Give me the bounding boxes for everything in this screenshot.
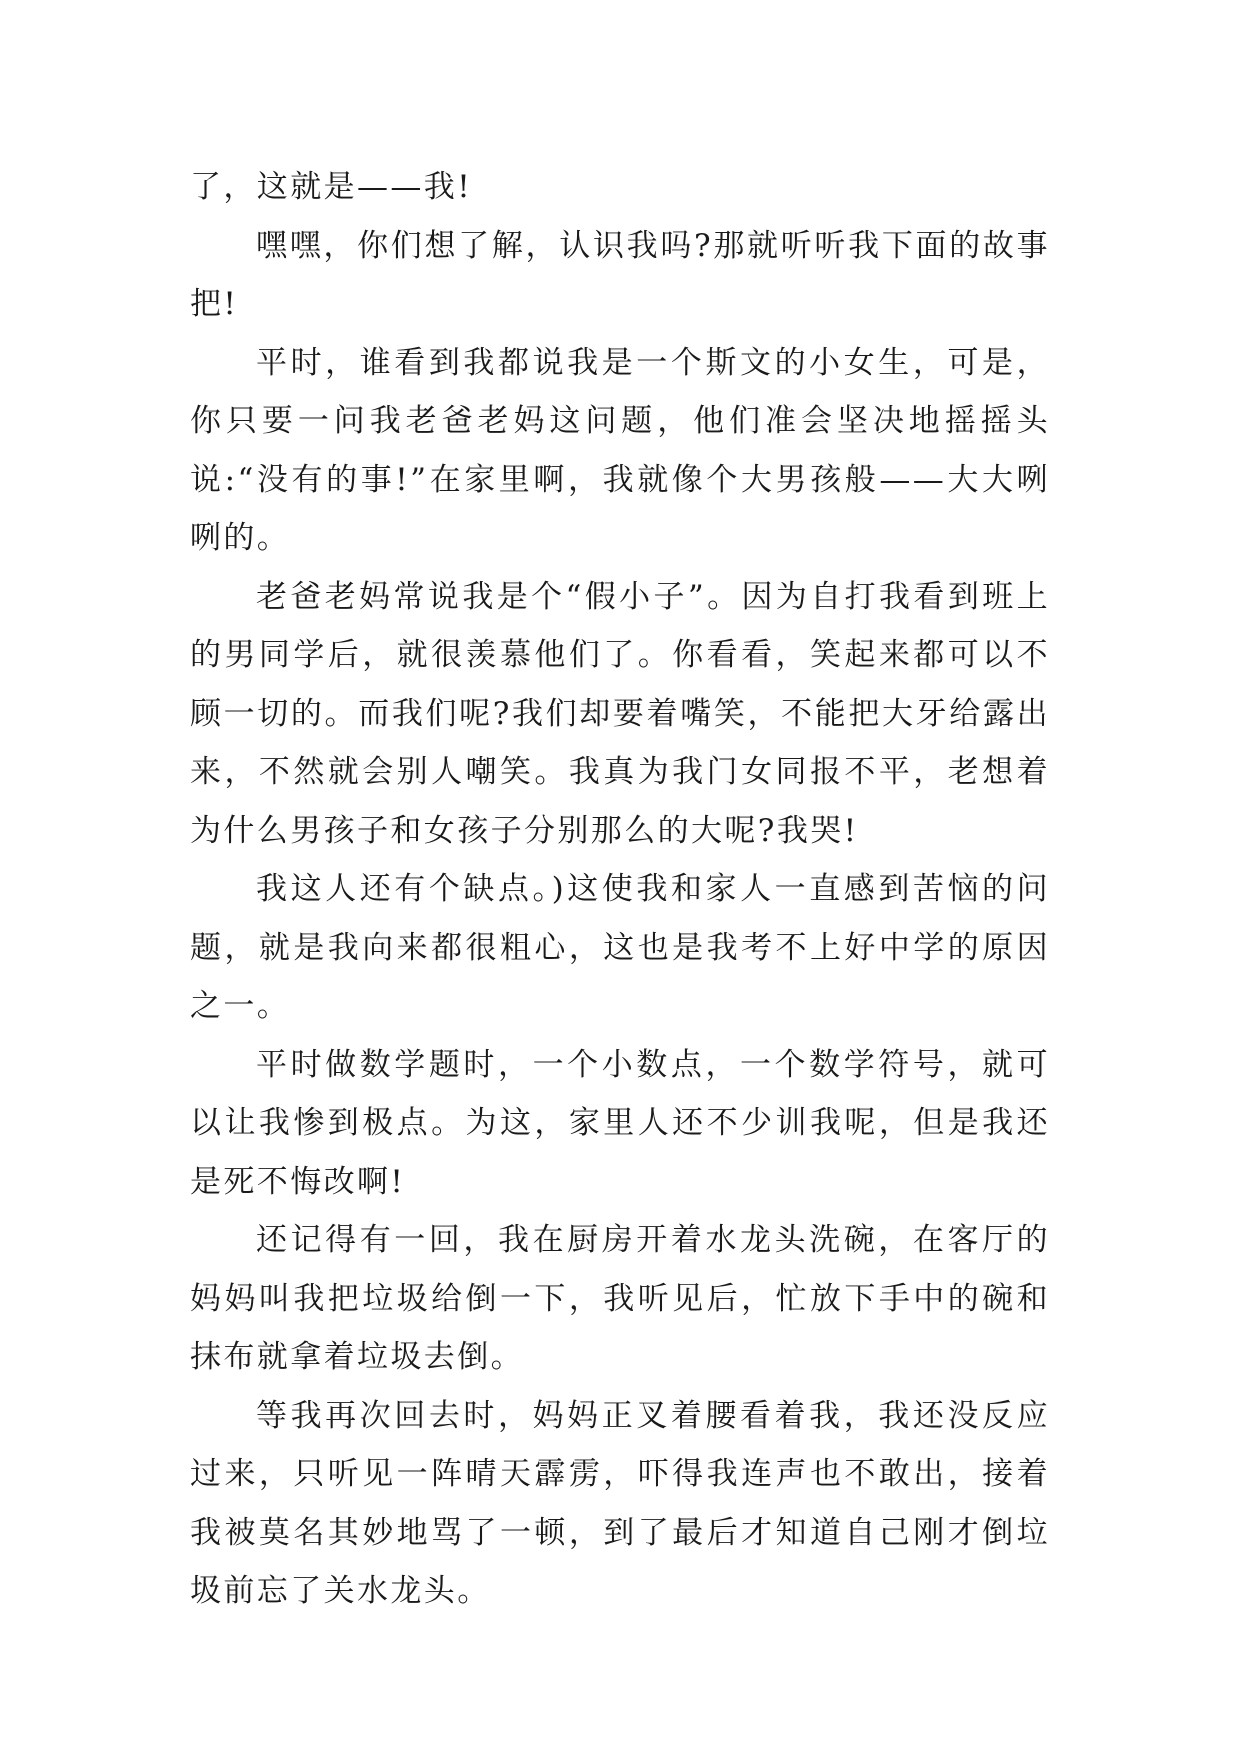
paragraph-3: 平时，谁看到我都说我是一个斯文的小女生，可是，你只要一问我老爸老妈这问题，他们准会坚决地摇摇头说:“没有的事!”在家里啊，我就像个大男孩般——大大咧咧的。 bbox=[190, 344, 1050, 556]
paragraph-6: 平时做数学题时，一个小数点，一个数学符号，就可以让我惨到极点。为这，家里人还不少训我呢，但是我还是死不悔改啊! bbox=[190, 1046, 1050, 1200]
paragraph-1: 了，这就是——我! bbox=[190, 169, 473, 205]
paragraph-5: 我这人还有个缺点。)这使我和家人一直感到苦恼的问题，就是我向来都很粗心，这也是我考不上好中学的原因之一。 bbox=[190, 871, 1050, 1024]
paragraph-7: 还记得有一回，我在厨房开着水龙头洗碗，在客厅的妈妈叫我把垃圾给倒一下，我听见后，忙放下手中的碗和抹布就拿着垃圾去倒。 bbox=[190, 1222, 1050, 1375]
paragraph-8: 等我再次回去时，妈妈正叉着腰看着我，我还没反应过来，只听见一阵晴天霹雳，吓得我连声也不敢出，接着我被莫名其妙地骂了一顿，到了最后才知道自己刚才倒垃圾前忘了关水龙头。 bbox=[190, 1397, 1050, 1609]
paragraph-4: 老爸老妈常说我是个“假小子”。因为自打我看到班上的男同学后，就很羡慕他们了。你看看，笑起来都可以不顾一切的。而我们呢?我们却要着嘴笑，不能把大牙给露出来，不然就会别人嘲笑。我真为我门女同报不平，老想着为什么男孩子和女孩子分别那么的大呢?我哭! bbox=[190, 578, 1050, 849]
document-body bbox=[190, 158, 1050, 1621]
paragraph-2: 嘿嘿，你们想了解，认识我吗?那就听听我下面的故事把! bbox=[190, 227, 1050, 322]
